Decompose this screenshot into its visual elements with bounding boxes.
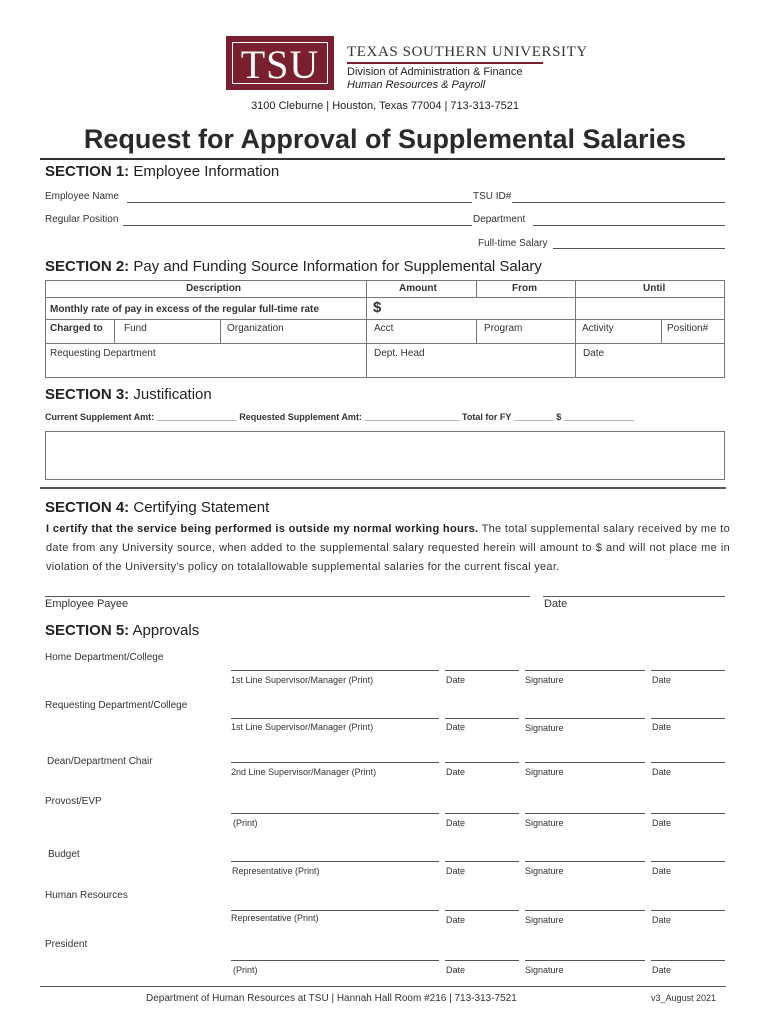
print-line[interactable] (231, 910, 439, 911)
section5-heading: SECTION 5: Approvals (45, 622, 200, 639)
date-label: Date (446, 675, 466, 685)
activity-label: Activity (582, 323, 614, 334)
footer-divider (40, 986, 726, 987)
date-line[interactable] (651, 960, 725, 961)
justification-box[interactable] (45, 431, 725, 480)
date-label: Date (446, 866, 466, 876)
print-label: 2nd Line Supervisor/Manager (Print) (231, 767, 377, 777)
print-label: Representative (Print) (231, 913, 319, 923)
col-amount: Amount (399, 283, 437, 294)
position-label: Position# (667, 323, 709, 334)
dollar-sign: $ (373, 299, 382, 316)
department-name: Human Resources & Payroll (347, 79, 486, 91)
approval-group-label: President (45, 939, 88, 950)
signature-line[interactable] (525, 670, 645, 671)
section-divider (40, 487, 726, 489)
university-name: TEXAS SOUTHERN UNIVERSITY (347, 44, 588, 60)
employee-payee-signature-line[interactable] (45, 596, 530, 597)
print-line[interactable] (231, 718, 439, 719)
employee-payee-label: Employee Payee (45, 598, 129, 610)
signature-label: Signature (525, 675, 564, 685)
section3-heading: SECTION 3: Justification (45, 386, 212, 403)
date-line[interactable] (445, 762, 519, 763)
table-row-divider (45, 297, 725, 298)
signature-line[interactable] (525, 910, 645, 911)
version-label: v3_August 2021 (651, 993, 717, 1003)
signature-label: Signature (525, 767, 564, 777)
date-label: Date (446, 965, 466, 975)
regular-position-label: Regular Position (45, 214, 119, 225)
date-label: Date (446, 818, 466, 828)
table-col-divider (366, 280, 367, 378)
date-label: Date (446, 915, 466, 925)
col-from: From (512, 283, 537, 294)
tsu-id-field[interactable] (512, 202, 725, 203)
print-line[interactable] (231, 762, 439, 763)
approval-group-label: Human Resources (45, 890, 128, 901)
regular-position-field[interactable] (123, 225, 472, 226)
supplement-amounts-line: Current Supplement Amt: ________________ Requested Supplement Amt: ___________________ Total for FY ________ $ ______________ (45, 412, 634, 422)
date-label: Date (652, 915, 672, 925)
employee-name-label: Employee Name (45, 191, 119, 202)
acct-label: Acct (374, 323, 394, 334)
fulltime-salary-label: Full-time Salary (478, 238, 548, 249)
signature-line[interactable] (525, 718, 645, 719)
col-description: Description (186, 283, 242, 294)
date-label: Date (583, 348, 605, 359)
date-label: Date (652, 722, 672, 732)
payee-date-line[interactable] (543, 596, 725, 597)
print-line[interactable] (231, 960, 439, 961)
section4-heading: SECTION 4: Certifying Statement (45, 499, 270, 516)
print-line[interactable] (231, 861, 439, 862)
section1-heading: SECTION 1: Employee Information (45, 163, 280, 180)
tsu-id-label: TSU ID# (473, 191, 512, 202)
table-row-divider (45, 343, 725, 344)
date-line[interactable] (651, 813, 725, 814)
print-label: (Print) (233, 818, 258, 828)
approval-group-label: Budget (48, 849, 80, 860)
date-label: Date (652, 818, 672, 828)
date-line[interactable] (651, 910, 725, 911)
approval-group-label: Provost/EVP (45, 796, 102, 807)
print-label: (Print) (233, 965, 258, 975)
fund-label: Fund (124, 323, 147, 334)
signature-label: Signature (525, 965, 564, 975)
signature-label: Signature (525, 818, 564, 828)
signature-line[interactable] (525, 813, 645, 814)
section2-heading: SECTION 2: Pay and Funding Source Information for Supplemental Salary (45, 258, 542, 275)
payee-date-label: Date (544, 598, 568, 610)
fulltime-salary-field[interactable] (553, 248, 725, 249)
logo-text: TSU (232, 42, 328, 84)
footer-text: Department of Human Resources at TSU | Hannah Hall Room #216 | 713-313-7521 (146, 993, 517, 1004)
table-row-divider (45, 319, 725, 320)
title-divider (40, 158, 725, 160)
charged-to-label: Charged to (50, 323, 103, 334)
date-line[interactable] (445, 670, 519, 671)
date-label: Date (652, 675, 672, 685)
print-label: Representative (Print) (232, 866, 320, 876)
signature-label: Signature (525, 915, 564, 925)
signature-line[interactable] (525, 960, 645, 961)
division-name: Division of Administration & Finance (347, 66, 523, 78)
date-label: Date (652, 767, 672, 777)
table-col-divider (476, 280, 477, 297)
print-line[interactable] (231, 670, 439, 671)
date-line[interactable] (651, 861, 725, 862)
table-col-divider (575, 280, 576, 378)
date-line[interactable] (445, 960, 519, 961)
date-label: Date (446, 722, 466, 732)
approval-group-label: Dean/Department Chair (47, 756, 153, 767)
employee-name-field[interactable] (127, 202, 472, 203)
table-col-divider (220, 319, 221, 343)
dept-head-label: Dept. Head (374, 348, 425, 359)
approval-group-label: Requesting Department/College (45, 700, 188, 711)
table-col-divider (661, 319, 662, 343)
date-line[interactable] (445, 910, 519, 911)
organization-label: Organization (227, 323, 284, 334)
date-label: Date (652, 965, 672, 975)
print-label: 1st Line Supervisor/Manager (Print) (231, 675, 374, 685)
date-line[interactable] (651, 670, 725, 671)
date-label: Date (652, 866, 672, 876)
date-line[interactable] (445, 861, 519, 862)
page-title: Request for Approval of Supplemental Salaries (83, 124, 687, 154)
approval-group-label: Home Department/College (45, 652, 164, 663)
requesting-department-label: Requesting Department (50, 348, 156, 359)
monthly-rate-label: Monthly rate of pay in excess of the regular full-time rate (50, 304, 319, 315)
header-rule (347, 62, 543, 64)
department-field[interactable] (533, 225, 725, 226)
date-line[interactable] (651, 718, 725, 719)
table-col-divider (476, 319, 477, 343)
address: 3100 Cleburne | Houston, Texas 77004 | 713-313-7521 (251, 100, 519, 112)
signature-label: Signature (525, 866, 564, 876)
col-until: Until (643, 283, 666, 294)
date-line[interactable] (445, 718, 519, 719)
print-line[interactable] (231, 813, 439, 814)
tsu-logo (226, 36, 334, 90)
signature-line[interactable] (525, 762, 645, 763)
print-label: 1st Line Supervisor/Manager (Print) (231, 722, 374, 732)
department-label: Department (473, 214, 526, 225)
signature-label: Signature (525, 723, 564, 733)
program-label: Program (484, 323, 523, 334)
date-line[interactable] (651, 762, 725, 763)
date-line[interactable] (445, 813, 519, 814)
certifying-statement: I certify that the service being performed is outside my normal working hours. The total supplemental salary received by me to date from any University source, when added to the supplemental salary requested herein will amount to $ and will not place me in violation of the University's policy on totalallowable supplemental salaries for the current fiscal year. (46, 523, 730, 573)
table-col-divider (114, 319, 115, 343)
date-label: Date (446, 767, 466, 777)
signature-line[interactable] (525, 861, 645, 862)
